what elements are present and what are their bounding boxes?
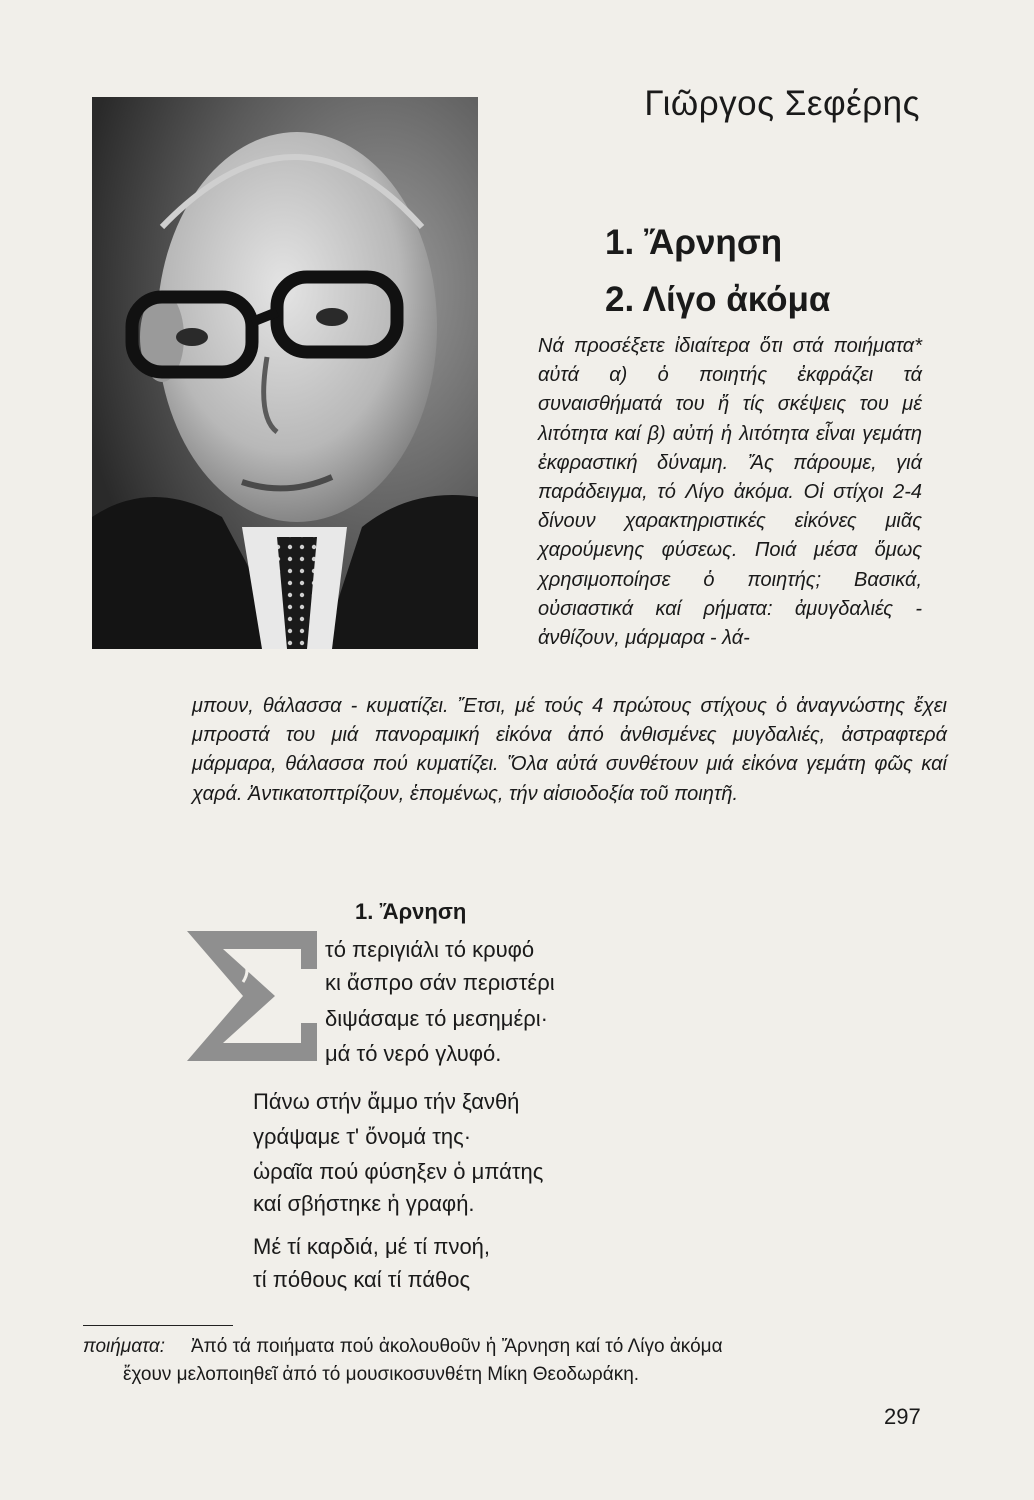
footnote-text-line1: Ἀπό τά ποιήματα πού ἀκολουθοῦν ἡ Ἄρνηση καί τό Λίγο ἀκόμα <box>191 1336 723 1357</box>
footnote-divider <box>83 1325 233 1326</box>
poem-line: ὡραῖα πού φύσηξεν ὁ μπάτης <box>253 1159 544 1184</box>
heading-arnisi: 1. Ἄρνηση <box>605 223 783 262</box>
portrait-illustration <box>92 97 478 649</box>
poem-title: 1. Ἄρνηση <box>355 899 467 924</box>
commentary-right-column: Νά προσέξετε ἰδιαίτερα ὅτι στά ποιήματα* αὐτά α) ὁ ποιητής ἐκφράζει τά συναισθήματά του ἤ τίς σκέψεις του μέ λιτότητα καί β) αὐτή ἡ λιτότητα εἶναι γεμάτη ἐκφραστική δύναμη. Ἄς πάρουμε, γιά παράδειγμα, τό Λίγο ἀκόμα. Οἱ στίχοι 2-4 δίνουν χαρακτηριστικές εἰκόνες μιᾶς χαρούμενης φύσεως. Ποιά μέσα ὅμως χρησιμοποίησε ὁ ποιητής; Βασικά, οὐσιαστικά καί ρήματα: ἀμυγδαλιές - ἀνθίζουν, μάρμαρα - λά- <box>538 335 922 650</box>
footnote-label: ποιήματα: <box>83 1336 165 1357</box>
footnote <box>83 1333 943 1389</box>
poem-line: Πάνω στήν ἄμμο τήν ξανθή <box>253 1089 520 1114</box>
commentary-full-width: μπουν, θάλασσα - κυματίζει. Ἔτσι, μέ τούς 4 πρώτους στίχους ὁ ἀναγνώστης ἔχει μπροστά του μιά πανοραμική εἰκόνα ἀπό ἀνθισμένες μυγδαλιές, ἀστραφτερά μάρμαρα, θάλασσα πού κυματίζει. Ὅλα αὐτά συνθέτουν μιά εἰκόνα γεμάτη φῶς καί χαρά. Ἀντικατοπτρίζουν, ἑπομένως, τήν αἰσιοδοξία τοῦ ποιητῆ. <box>192 695 947 805</box>
footnote-first-line <box>83 1333 943 1361</box>
heading-ligo-akoma: 2. Λίγο ἀκόμα <box>605 280 831 319</box>
poem-line: τί πόθους καί τί πάθος <box>253 1267 471 1292</box>
poem-line: καί σβήστηκε ἡ γραφή. <box>253 1191 475 1216</box>
poem-line: τό περιγιάλι τό κρυφό <box>325 937 535 962</box>
poem-line: διψάσαμε τό μεσημέρι· <box>325 1006 548 1031</box>
poem-line: γράψαμε τ' ὄνομά της· <box>253 1124 472 1149</box>
poem-line: κι ἄσπρο σάν περιστέρι <box>325 970 555 995</box>
page-number: 297 <box>884 1404 921 1429</box>
ornate-sigma-icon <box>183 927 321 1065</box>
poem-line: Μέ τί καρδιά, μέ τί πνοή, <box>253 1234 491 1259</box>
decorative-initial-sigma <box>183 927 321 1065</box>
footnote-text-line2: ἔχουν μελοποιηθεῖ ἀπό τό μουσικοσυνθέτη Μίκη Θεοδωράκη. <box>123 1364 640 1385</box>
author-portrait-photo <box>92 97 478 649</box>
poem-line: μά τό νερό γλυφό. <box>325 1041 502 1066</box>
author-name: Γιῶργος Σεφέρης <box>644 84 920 123</box>
